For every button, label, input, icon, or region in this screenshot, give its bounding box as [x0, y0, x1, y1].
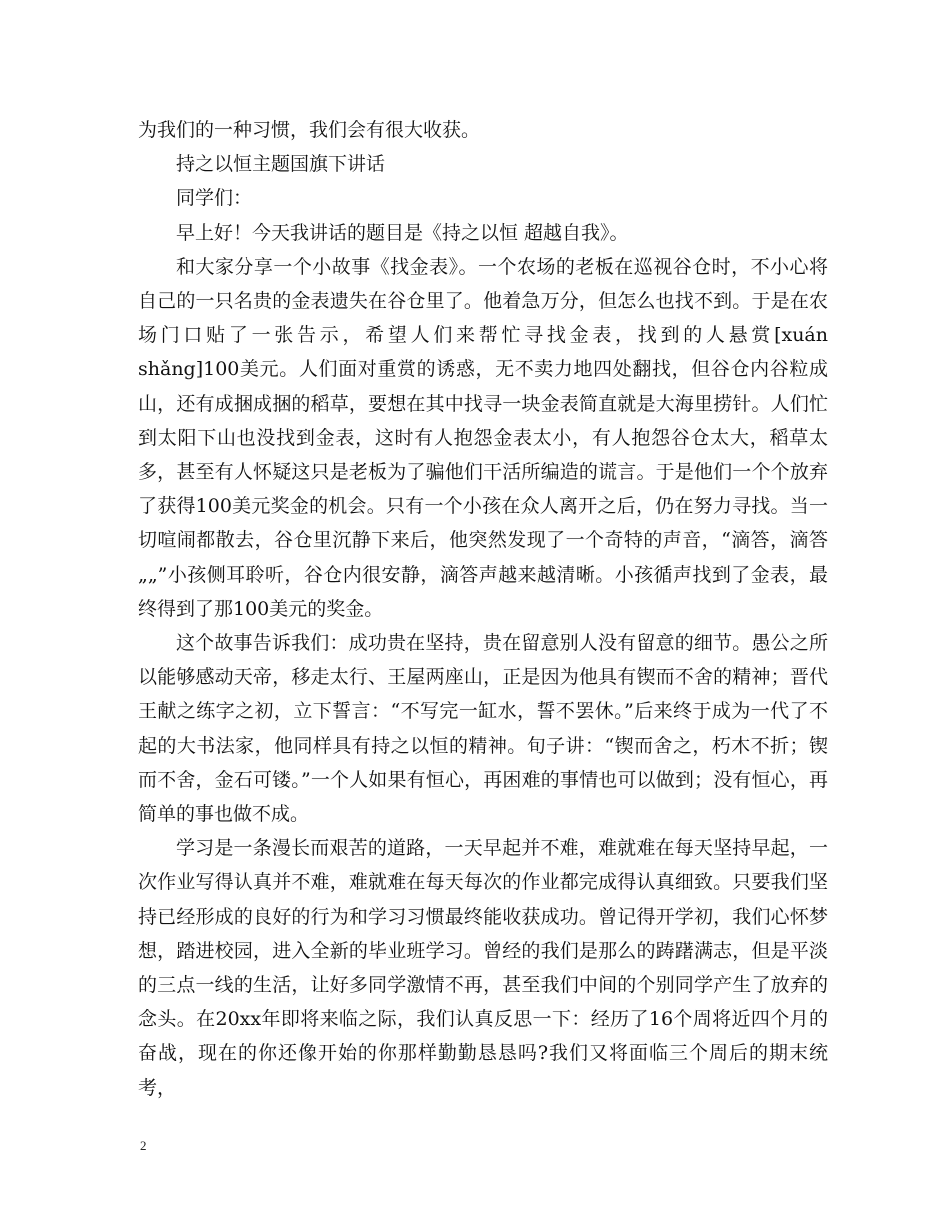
- moral-paragraph: 这个故事告诉我们：成功贵在坚持，贵在留意别人没有留意的细节。愚公之所以能够感动天帝，移走太行、王屋两座山，正是因为他具有锲而不舍的精神；晋代王献之练字之初，立下誓言：“不写完一缸水，誓不罢休。”后来终于成为一代了不起的大书法家，他同样具有持之以恒的精神。旬子讲：“锲而舍之，朽木不折；锲而不舍，金石可镂。”一个人如果有恒心，再困难的事情也可以做到；没有恒心，再简单的事也做不成。: [138, 632, 828, 826]
- salutation: 同学们：: [176, 187, 253, 210]
- study-paragraph: 学习是一条漫长而艰苦的道路，一天早起并不难，难就难在每天坚持早起，一次作业写得认真并不难，难就难在每天每次的作业都完成得认真细致。只要我们坚持已经形成的良好的行为和学习习惯最终能收获成功。曾记得开学初，我们心怀梦想，踏进校园，进入全新的毕业班学习。曾经的我们是那么的踌躇满志，但是平淡的三点一线的生活，让好多同学激情不再，甚至我们中间的个别同学产生了放弃的念头。在20xx年即将来临之际，我们认真反思一下：经历了16个周将近四个月的奋战，现在的你还像开始的你那样勤勤恳恳吗?我们又将面临三个周后的期末统考，: [138, 837, 828, 1099]
- greeting-paragraph: 早上好！今天我讲话的题目是《持之以恒 超越自我》。: [176, 221, 629, 244]
- paragraph-continuation: 为我们的一种习惯，我们会有很大收获。: [138, 119, 481, 141]
- document-body: [138, 113, 828, 1105]
- speech-title: 持之以恒主题国旗下讲话: [176, 153, 386, 176]
- page-number: 2: [140, 1138, 147, 1153]
- story-paragraph: 和大家分享一个小故事《找金表》。一个农场的老板在巡视谷仓时，不小心将自己的一只名贵的金表遗失在谷仓里了。他着急万分，但怎么也找不到。于是在农场门口贴了一张告示，希望人们来帮忙寻找金表，找到的人悬赏[xuán shǎng]100美元。人们面对重赏的诱惑，无不卖力地四处翻找，但谷仓内谷粒成山，还有成捆成捆的稻草，要想在其中找寻一块金表简直就是大海里捞针。人们忙到太阳下山也没找到金表，这时有人抱怨金表太小，有人抱怨谷仓太大，稻草太多，甚至有人怀疑这只是老板为了骗他们干活所编造的谎言。于是他们一个个放弃了获得100美元奖金的机会。只有一个小孩在众人离开之后，仍在努力寻找。当一切喧闹都散去，谷仓里沉静下来后，他突然发现了一个奇特的声音，“滴答，滴答„„”小孩侧耳聆听，谷仓内很安静，滴答声越来越清晰。小孩循声找到了金表，最终得到了那100美元的奖金。: [138, 255, 828, 620]
